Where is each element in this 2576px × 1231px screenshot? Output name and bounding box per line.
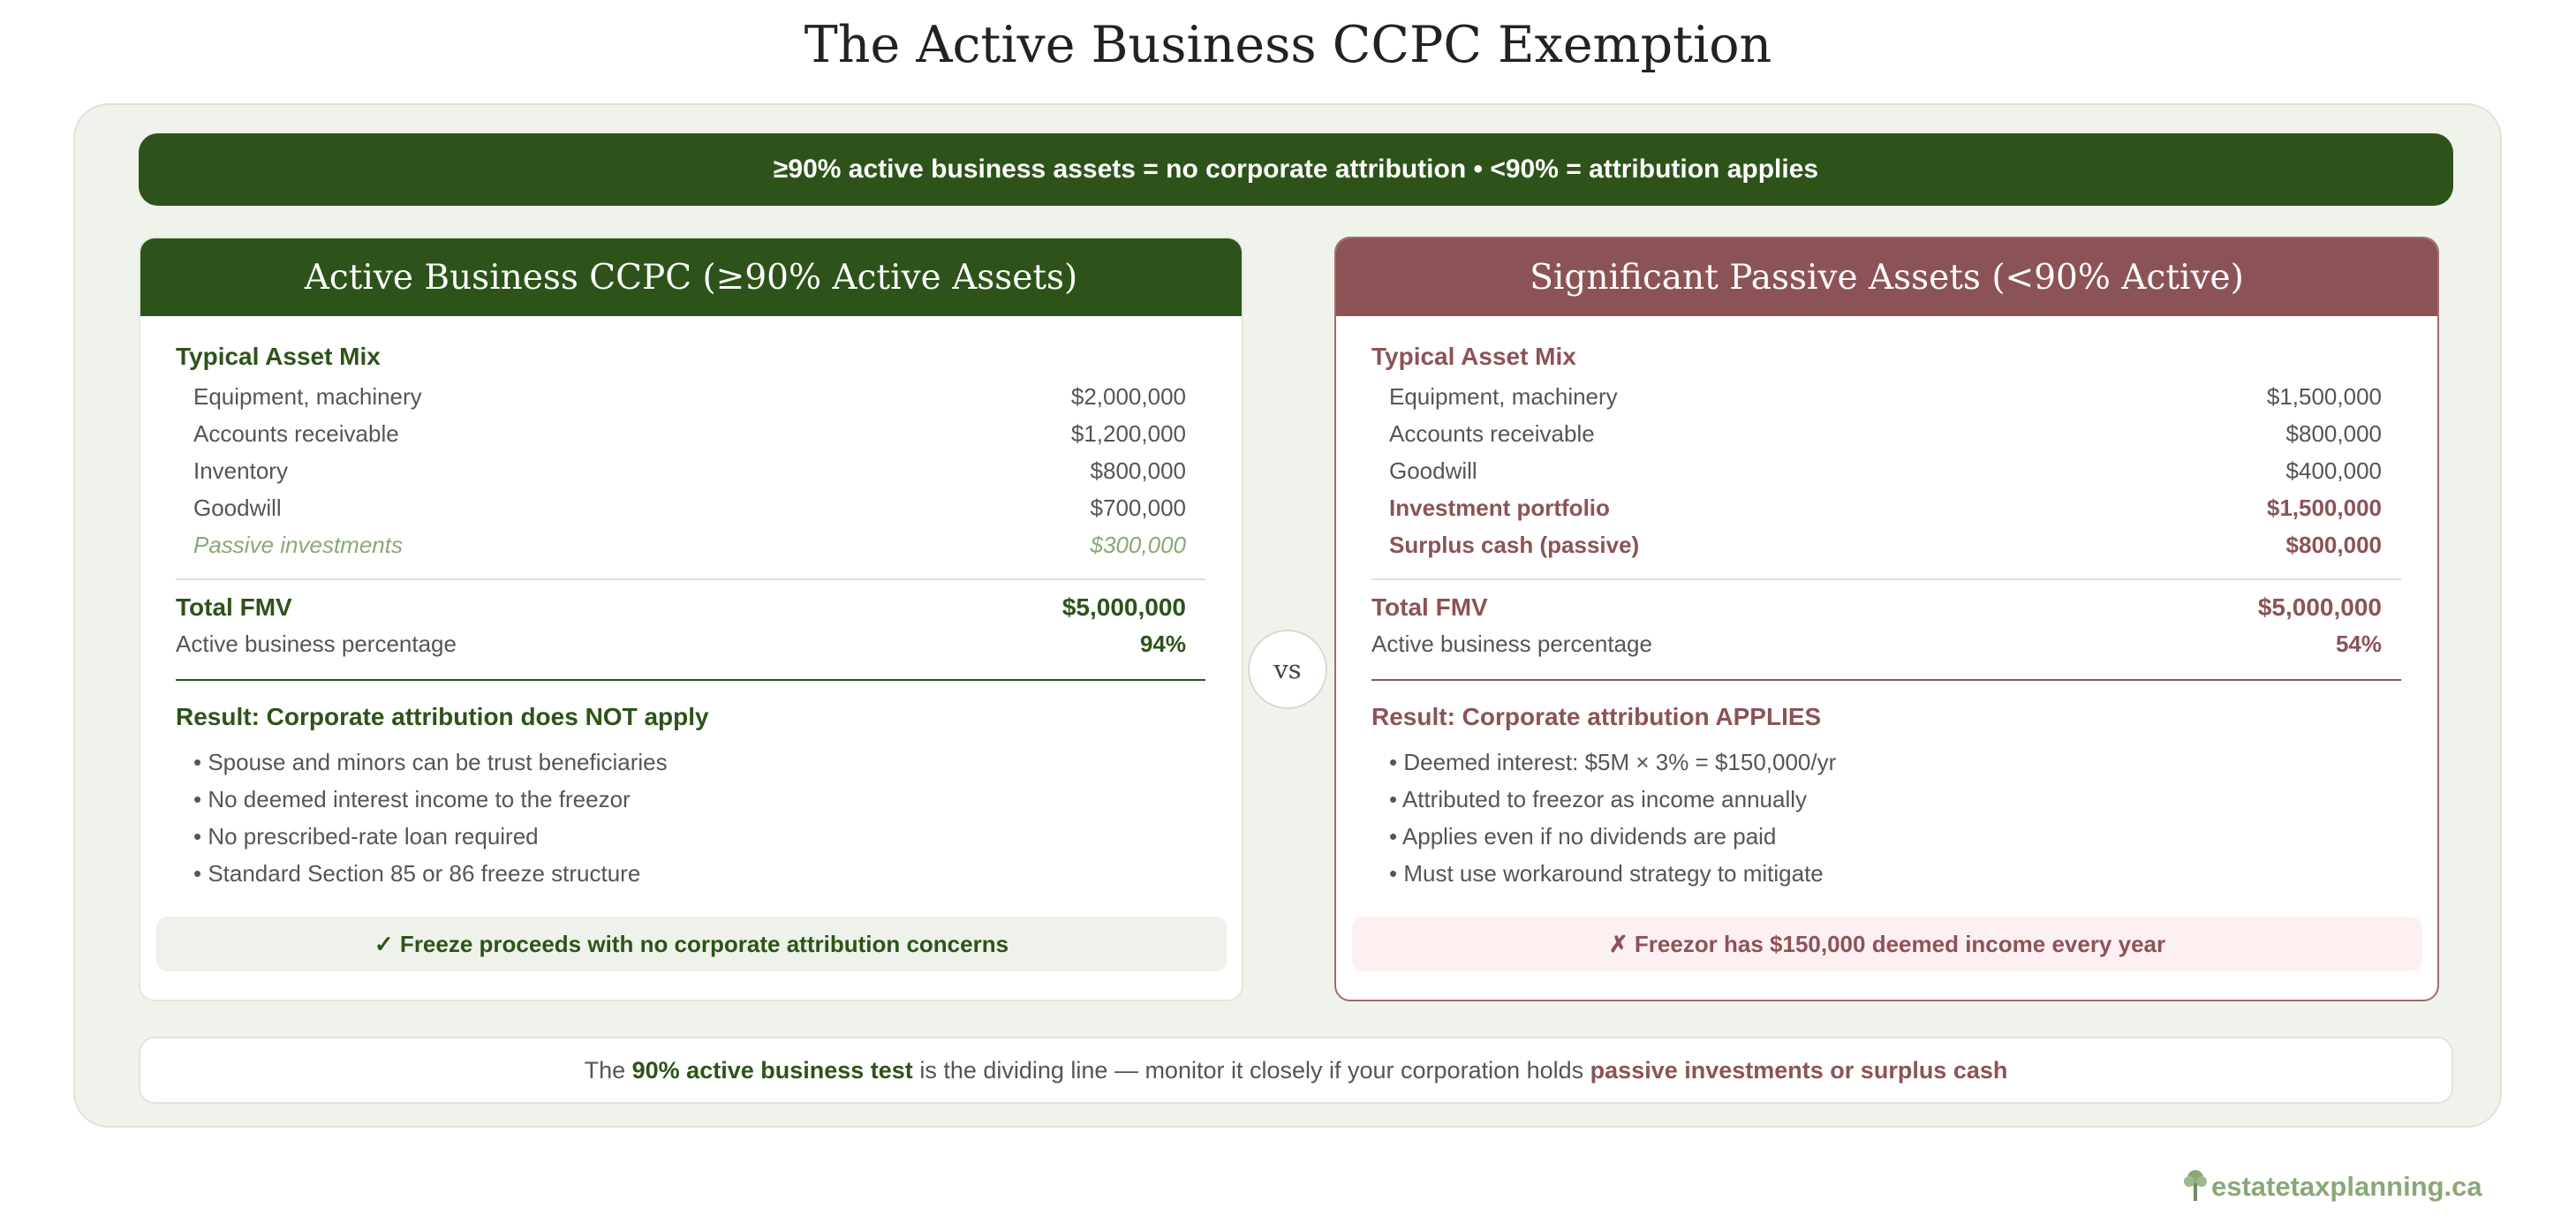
asset-value: $700,000 (1090, 495, 1186, 521)
asset-mix-title: Typical Asset Mix (176, 343, 381, 370)
asset-value: $1,200,000 (1070, 420, 1186, 447)
footer-text: is the dividing line — monitor it closely if your corporation holds (912, 1056, 1590, 1084)
result-title: Result: Corporate attribution does NOT apply (176, 703, 709, 730)
asset-row (193, 457, 1186, 495)
asset-value: $1,500,000 (2266, 495, 2382, 521)
asset-label: Accounts receivable (193, 420, 399, 447)
bullet-item: • Attributed to freezor as income annually (1389, 786, 1808, 812)
divider (1371, 578, 2401, 580)
brand-logo[interactable] (2181, 1167, 2482, 1203)
passive-card-heading: Significant Passive Assets (<90% Active) (1336, 238, 2437, 316)
asset-value: $800,000 (1090, 457, 1186, 484)
percentage-label: Active business percentage (176, 631, 457, 657)
asset-value: $800,000 (2285, 532, 2382, 558)
asset-label: Equipment, machinery (1389, 383, 1618, 410)
passive-assets-card (1334, 237, 2439, 1001)
bullet-item: • Spouse and minors can be trust beneficiaries (193, 749, 668, 775)
asset-label: Goodwill (193, 495, 282, 521)
divider (176, 679, 1205, 681)
logo-text: estatetaxplanning.ca (2211, 1171, 2482, 1202)
percentage-value: 54% (2335, 631, 2382, 657)
footer-highlight-passive: passive investments or surplus cash (1590, 1056, 2008, 1084)
active-card-heading: Active Business CCPC (≥90% Active Assets) (140, 238, 1242, 316)
asset-row-passive (1389, 532, 2382, 569)
asset-list (193, 383, 1186, 569)
footer-callout (139, 1037, 2453, 1104)
asset-value: $2,000,000 (1070, 383, 1186, 410)
bullet-item: • Applies even if no dividends are paid (1389, 823, 1777, 850)
footer-highlight-test: 90% active business test (631, 1056, 913, 1084)
result-bullets (1389, 749, 1836, 897)
vs-badge: vs (1248, 630, 1327, 709)
asset-value: $800,000 (2285, 420, 2382, 447)
outcome-note: ✗ Freezor has $150,000 deemed income every year (1352, 917, 2422, 971)
percentage-value: 94% (1139, 631, 1186, 657)
asset-row-passive (1389, 495, 2382, 532)
asset-label: Equipment, machinery (193, 383, 422, 410)
asset-value: $400,000 (2285, 457, 2382, 484)
asset-label: Surplus cash (passive) (1389, 532, 1640, 558)
asset-label: Inventory (193, 457, 288, 484)
asset-row (193, 495, 1186, 532)
asset-list (1389, 383, 2382, 569)
bullet-item: • No deemed interest income to the freezor (193, 786, 631, 812)
asset-row (193, 383, 1186, 420)
divider (176, 578, 1205, 580)
active-percentage-row (1371, 631, 2382, 658)
rule-banner: ≥90% active business assets = no corporate attribution • <90% = attribution applies (139, 133, 2453, 206)
divider (1371, 679, 2401, 681)
bullet-item: • No prescribed-rate loan required (193, 823, 539, 850)
footer-text: The (584, 1056, 632, 1084)
total-label: Total FMV (176, 593, 292, 621)
outcome-note: ✓ Freeze proceeds with no corporate attribution concerns (156, 917, 1227, 971)
page-title: The Active Business CCPC Exemption (804, 16, 1772, 74)
asset-row (1389, 420, 2382, 457)
asset-value: $1,500,000 (2266, 383, 2382, 410)
asset-row (193, 420, 1186, 457)
bullet-item: • Deemed interest: $5M × 3% = $150,000/yr (1389, 749, 1837, 775)
result-bullets (193, 749, 668, 897)
asset-mix-title: Typical Asset Mix (1371, 343, 1576, 370)
total-label: Total FMV (1371, 593, 1488, 621)
active-business-card (139, 237, 1243, 1001)
total-fmv-row (176, 593, 1186, 622)
asset-label: Passive investments (193, 532, 403, 558)
asset-row (1389, 383, 2382, 420)
asset-label: Accounts receivable (1389, 420, 1595, 447)
asset-value: $300,000 (1090, 532, 1186, 558)
total-fmv-row (1371, 593, 2382, 622)
asset-label: Investment portfolio (1389, 495, 1610, 521)
total-value: $5,000,000 (2257, 593, 2382, 621)
asset-row-passive (193, 532, 1186, 569)
bullet-item: • Must use workaround strategy to mitigate (1389, 860, 1824, 887)
asset-label: Goodwill (1389, 457, 1477, 484)
asset-row (1389, 457, 2382, 495)
percentage-label: Active business percentage (1371, 631, 1652, 657)
result-title: Result: Corporate attribution APPLIES (1371, 703, 1822, 730)
active-percentage-row (176, 631, 1186, 658)
tree-icon (2181, 1167, 2210, 1203)
bullet-item: • Standard Section 85 or 86 freeze structure (193, 860, 641, 887)
total-value: $5,000,000 (1061, 593, 1186, 621)
